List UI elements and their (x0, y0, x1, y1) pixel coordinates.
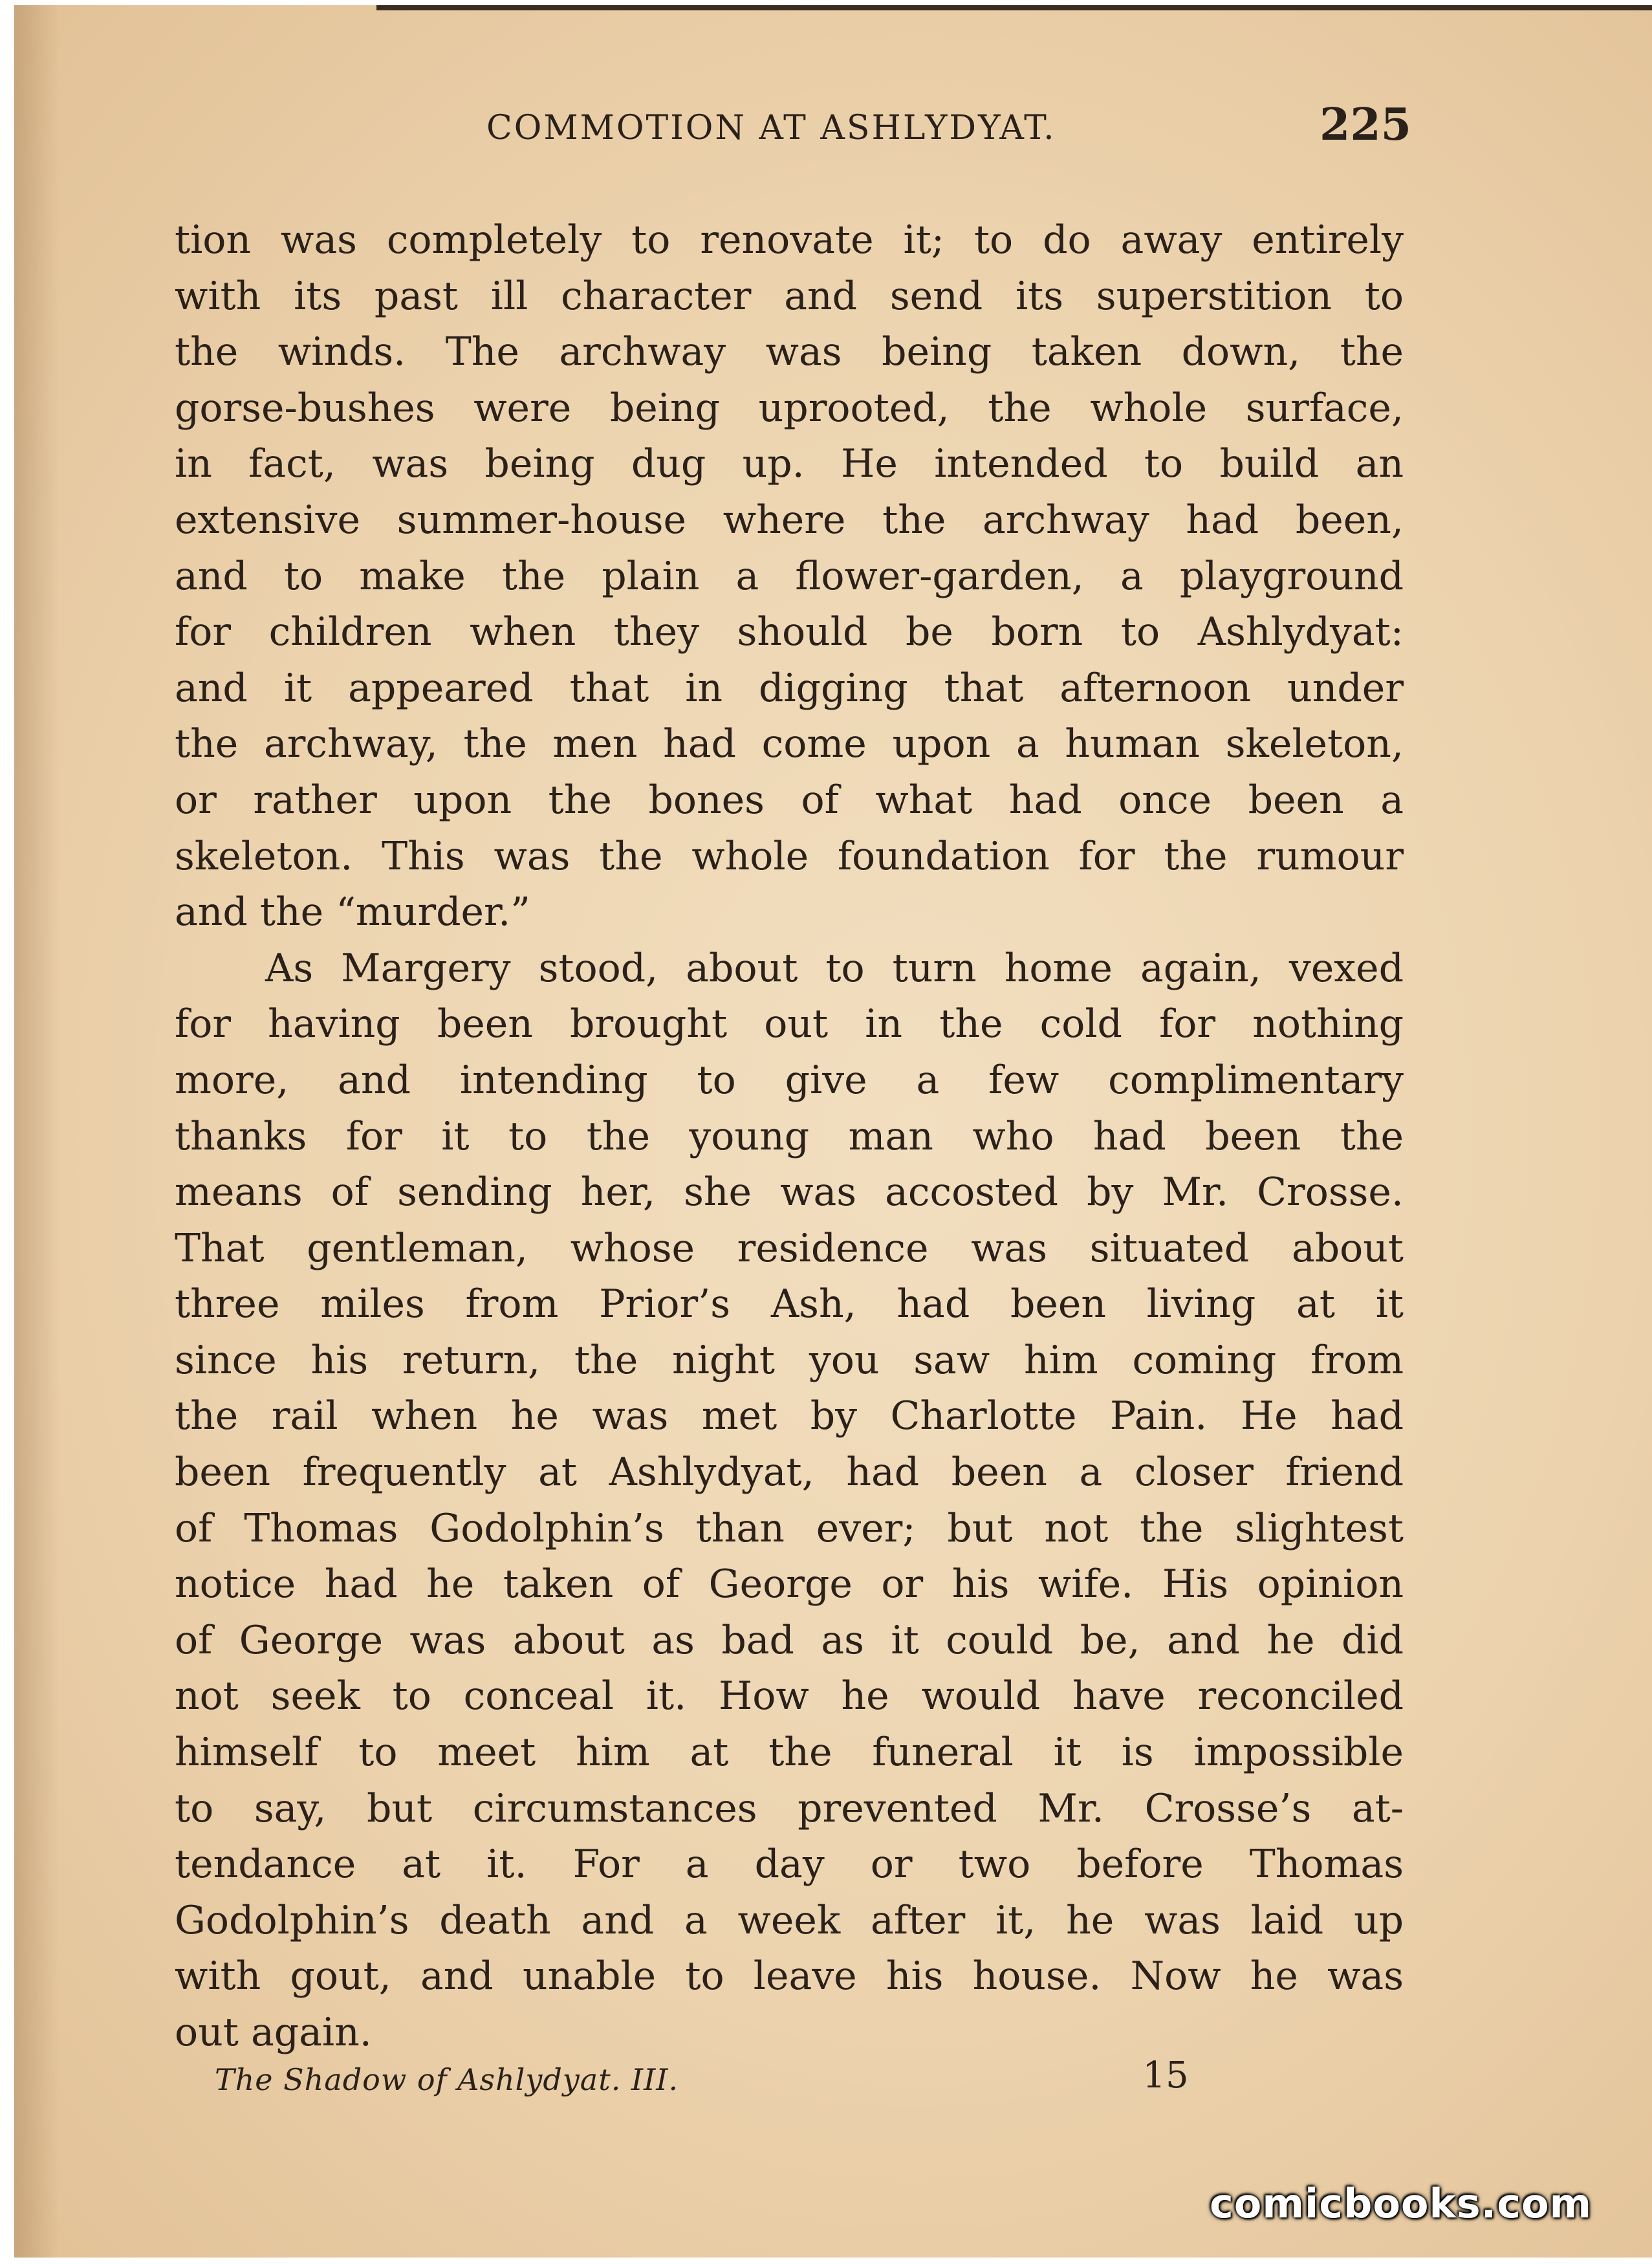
text-line: more, and intending to give a few complimentary (175, 1057, 1404, 1103)
text-line: means of sending her, she was accosted by Mr. Crosse. (175, 1170, 1404, 1215)
text-line: and to make the plain a flower-garden, a playground (175, 553, 1404, 599)
text-line: himself to meet him at the funeral it is impossible (175, 1730, 1404, 1776)
text-line: since his return, the night you saw him coming from (175, 1337, 1404, 1383)
signature-mark: 15 (1142, 2054, 1189, 2096)
text-line: three miles from Prior’s Ash, had been living at it (175, 1281, 1404, 1327)
page-number: 225 (1320, 99, 1411, 151)
text-line: the winds. The archway was being taken down, the (175, 329, 1404, 375)
text-line: with its past ill character and send its superstition to (175, 273, 1404, 319)
text-line: or rather upon the bones of what had once been a (175, 777, 1404, 823)
text-line: with gout, and unable to leave his house. Now he was (175, 1954, 1404, 1999)
text-line: out again. (175, 2010, 372, 2055)
text-line: skeleton. This was the whole foundation for the rumour (175, 833, 1404, 879)
text-line: gorse-bushes were being uprooted, the whole surface, (175, 385, 1404, 431)
text-line: for having been brought out in the cold for nothing (175, 1001, 1404, 1047)
text-line: notice had he taken of George or his wife. His opinion (175, 1562, 1404, 1607)
text-line: not seek to conceal it. How he would have reconciled (175, 1673, 1404, 1719)
page-gutter-shadow (14, 5, 60, 2258)
text-line: the archway, the men had come upon a human skeleton, (175, 721, 1404, 767)
page-top-edge (376, 5, 1652, 10)
book-page (14, 5, 1652, 2258)
text-line: in fact, was being dug up. He intended to build an (175, 441, 1404, 487)
text-line: extensive summer-house where the archway had been, (175, 497, 1404, 543)
footer-book-title: The Shadow of Ashlydyat. III. (215, 2062, 679, 2097)
paragraph-start-line: As Margery stood, about to turn home again, vexed (265, 945, 1404, 991)
watermark-logo: comicbooks.com (1210, 2180, 1592, 2227)
text-line: the rail when he was met by Charlotte Pain. He had (175, 1393, 1404, 1439)
text-line: of Thomas Godolphin’s than ever; but not the slightest (175, 1505, 1404, 1551)
text-line: Godolphin’s death and a week after it, he was laid up (175, 1897, 1404, 1943)
text-line: of George was about as bad as it could be, and he did (175, 1617, 1404, 1663)
text-line: tendance at it. For a day or two before Thomas (175, 1842, 1404, 1888)
text-line: thanks for it to the young man who had been the (175, 1113, 1404, 1159)
body-text (175, 212, 1404, 2061)
running-head: COMMOTION AT ASHLYDYAT. (486, 109, 1056, 147)
text-line: to say, but circumstances prevented Mr. Crosse’s at- (175, 1785, 1404, 1831)
text-line: tion was completely to renovate it; to do away entirely (175, 217, 1404, 263)
text-line: for children when they should be born to Ashlydyat: (175, 609, 1404, 655)
text-line: and it appeared that in digging that afternoon under (175, 665, 1404, 711)
text-line: been frequently at Ashlydyat, had been a closer friend (175, 1450, 1404, 1496)
text-line: That gentleman, whose residence was situated about (175, 1225, 1404, 1271)
text-line: and the “murder.” (175, 889, 530, 935)
